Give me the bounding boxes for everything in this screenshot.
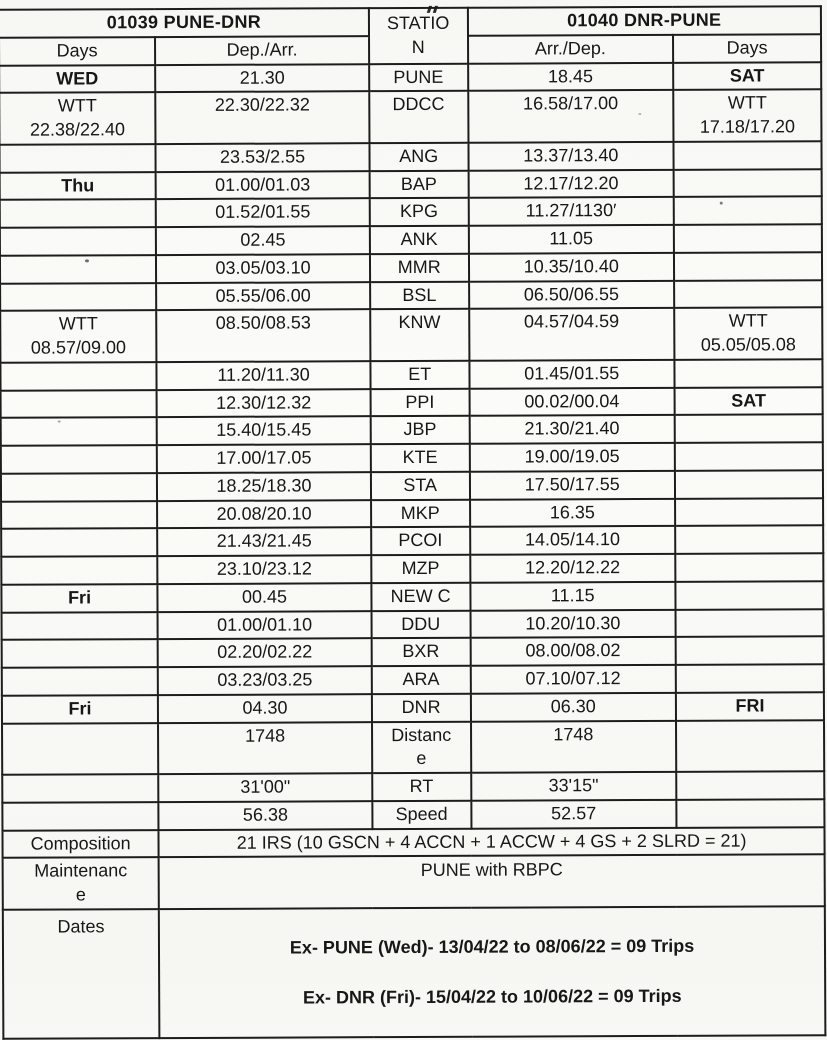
days-left-cell	[1, 417, 157, 445]
dep-arr-cell: 03.23/03.25	[158, 666, 372, 695]
table-header	[0, 6, 821, 65]
composition-row	[2, 827, 824, 858]
days-right-cell	[676, 664, 824, 692]
days-left-cell: Fri	[2, 695, 158, 723]
maintenance-label: Maintenanc e	[3, 857, 159, 909]
timetable-row	[0, 224, 822, 255]
dep-arr-cell: 21.30	[155, 64, 369, 93]
dep-arr-cell: 15.40/15.45	[157, 416, 371, 445]
arr-dep-cell: 06.30	[470, 693, 676, 722]
days-left-cell	[1, 528, 157, 556]
station-cell: Speed	[372, 800, 471, 828]
days-right-cell: SAT	[673, 62, 821, 90]
arr-dep-cell: 17.50/17.55	[469, 471, 675, 500]
arr-dep-cell: 00.02/00.04	[469, 387, 675, 416]
days-right-cell	[676, 636, 824, 664]
arr-dep-cell: 10.20/10.30	[470, 609, 676, 638]
days-right-cell	[675, 442, 823, 470]
arr-dep-cell: 12.17/12.20	[468, 169, 674, 198]
days-right-cell	[675, 498, 823, 526]
days-right-cell	[674, 169, 822, 197]
composition-value: 21 IRS (10 GSCN + 4 ACCN + 1 ACCW + 4 GS + 2 SLRD = 21)	[159, 827, 825, 858]
arr-dep-cell: 14.05/14.10	[470, 526, 676, 555]
days-right-cell	[673, 141, 821, 169]
days-left-cell	[0, 283, 156, 311]
timetable-row	[1, 470, 823, 501]
dep-arr-cell: 23.53/2.55	[156, 143, 370, 172]
arr-dep-cell: 16.58/17.00	[468, 90, 674, 142]
dep-arr-cell: 01.00/01.03	[156, 171, 370, 200]
dep-arr-header: Dep./Arr.	[155, 36, 369, 65]
station-cell: DNR	[372, 693, 471, 721]
days-right-cell	[674, 196, 822, 224]
days-right-cell: WTT 05.05/05.08	[674, 307, 822, 359]
route-header-row	[0, 6, 821, 37]
timetable-body	[0, 62, 824, 831]
arr-dep-header: Arr./Dep.	[468, 35, 674, 64]
days-right-cell	[675, 414, 823, 442]
days-left-cell	[1, 473, 157, 501]
days-right-cell	[675, 470, 823, 498]
days-right-cell	[674, 280, 822, 308]
station-cell: MKP	[371, 499, 470, 527]
days-left-cell: Thu	[0, 172, 156, 200]
station-cell: STA	[371, 472, 470, 500]
dep-arr-cell: 17.00/17.05	[157, 444, 371, 473]
station-cell: MZP	[371, 555, 470, 583]
days-left-cell	[1, 390, 157, 418]
station-cell: ET	[370, 361, 469, 389]
arr-dep-cell: 08.00/08.02	[470, 637, 676, 666]
arr-dep-cell: 04.57/04.59	[469, 308, 675, 360]
station-cell: ANK	[370, 226, 469, 254]
timetable-row	[0, 359, 822, 390]
station-cell: NEW C	[371, 583, 470, 611]
dep-arr-cell: 20.08/20.10	[157, 500, 371, 529]
dep-arr-cell: 18.25/18.30	[157, 472, 371, 501]
days-left-cell	[1, 501, 157, 529]
timetable-row	[2, 771, 824, 802]
arr-dep-cell: 06.50/06.55	[469, 280, 675, 309]
dep-arr-cell: 01.00/01.10	[158, 611, 372, 640]
arr-dep-cell: 12.20/12.22	[470, 554, 676, 583]
composition-label: Composition	[2, 830, 158, 858]
days-left-cell	[2, 774, 158, 802]
dates-label: Dates	[3, 909, 160, 1039]
days-right-cell	[676, 720, 824, 772]
days-left-cell	[2, 723, 158, 775]
timetable-row	[1, 581, 823, 612]
dep-arr-cell: 21.43/21.45	[157, 527, 371, 556]
days-left-cell	[0, 255, 156, 283]
station-cell: ARA	[372, 666, 471, 694]
table-footer	[2, 827, 825, 1039]
dep-arr-cell: 04.30	[158, 694, 372, 723]
days-left-cell: Fri	[1, 584, 157, 612]
timetable-row	[0, 62, 821, 93]
timetable-row	[1, 442, 823, 473]
days-left-cell	[1, 556, 157, 584]
days-right-header: Days	[673, 34, 821, 62]
dates-line-1: Ex- PUNE (Wed)- 13/04/22 to 08/06/22 = 09 Trips	[289, 935, 695, 958]
dep-arr-cell: 1748	[158, 722, 372, 774]
dates-value	[159, 906, 825, 1038]
station-cell: PUNE	[369, 63, 468, 91]
dep-arr-cell: 56.38	[159, 801, 373, 830]
station-cell: RT	[372, 773, 471, 801]
timetable-row	[2, 720, 824, 775]
days-right-cell: WTT 17.18/17.20	[673, 89, 821, 141]
timetable-row	[0, 169, 822, 200]
timetable-row	[2, 636, 824, 667]
days-right-cell	[676, 609, 824, 637]
timetable-row	[2, 692, 824, 723]
dep-arr-cell: 03.05/03.10	[156, 254, 370, 283]
timetable-row	[1, 525, 823, 556]
days-right-cell	[675, 553, 823, 581]
station-cell: PPI	[370, 388, 469, 416]
dep-arr-cell: 08.50/08.53	[156, 309, 370, 361]
days-left-cell	[0, 144, 156, 172]
days-right-cell: FRI	[676, 692, 824, 720]
station-cell: DDCC	[369, 91, 468, 143]
station-cell: JBP	[371, 416, 470, 444]
dep-arr-cell: 23.10/23.12	[157, 555, 371, 584]
days-right-cell	[674, 359, 822, 387]
timetable-row	[1, 553, 823, 584]
maintenance-row	[3, 854, 825, 909]
arr-dep-cell: 52.57	[471, 800, 677, 829]
station-cell: KTE	[371, 444, 470, 472]
days-right-cell: SAT	[675, 387, 823, 415]
days-left-cell	[0, 227, 156, 255]
days-left-cell	[2, 639, 158, 667]
timetable-row	[2, 609, 824, 640]
dep-arr-cell: 02.20/02.22	[158, 638, 372, 667]
dep-arr-cell: 31'00"	[158, 773, 372, 802]
route-right-title: 01040 DNR-PUNE	[467, 6, 821, 35]
station-cell: BSL	[370, 281, 469, 309]
days-left-cell	[0, 362, 156, 390]
timetable-row	[0, 280, 822, 311]
arr-dep-cell: 19.00/19.05	[469, 443, 675, 472]
station-cell: KPG	[370, 198, 469, 226]
days-right-cell	[676, 799, 824, 827]
days-right-cell	[675, 525, 823, 553]
days-right-cell	[676, 771, 824, 799]
arr-dep-cell: 11.15	[470, 582, 676, 611]
timetable-row	[2, 664, 824, 695]
station-column-header: STATIO N	[369, 8, 468, 64]
train-timetable	[0, 5, 826, 1040]
timetable-row	[1, 498, 823, 529]
maintenance-value: PUNE with RBPC	[159, 854, 825, 908]
arr-dep-cell: 1748	[471, 720, 677, 772]
days-left-cell: WTT 22.38/22.40	[0, 92, 156, 144]
station-cell: ANG	[369, 143, 468, 171]
arr-dep-cell: 07.10/07.12	[470, 665, 676, 694]
station-cell: BXR	[372, 638, 471, 666]
dep-arr-cell: 11.20/11.30	[157, 361, 371, 390]
arr-dep-cell: 13.37/13.40	[468, 142, 674, 171]
arr-dep-cell: 11.05	[468, 225, 674, 254]
dep-arr-cell: 22.30/22.32	[155, 91, 369, 143]
dep-arr-cell: 05.55/06.00	[156, 282, 370, 311]
arr-dep-cell: 33'15"	[471, 772, 677, 801]
station-cell: PCOI	[371, 527, 470, 555]
days-left-cell	[2, 612, 158, 640]
timetable-row	[0, 196, 822, 227]
days-right-cell	[674, 224, 822, 252]
days-left-cell: WED	[0, 65, 155, 93]
dep-arr-cell: 01.52/01.55	[156, 198, 370, 227]
arr-dep-cell: 16.35	[470, 498, 676, 527]
station-cell: BAP	[369, 170, 468, 198]
timetable-row	[0, 89, 821, 144]
days-left-cell	[2, 802, 158, 830]
timetable-row	[1, 414, 823, 445]
station-cell: KNW	[370, 309, 469, 361]
timetable-row	[0, 252, 822, 283]
dep-arr-cell: 00.45	[158, 583, 372, 612]
arr-dep-cell: 21.30/21.40	[469, 415, 675, 444]
days-right-cell	[674, 252, 822, 280]
dates-line-2: Ex- DNR (Fri)- 15/04/22 to 10/06/22 = 09 Trips	[302, 986, 682, 1008]
dep-arr-cell: 12.30/12.32	[157, 389, 371, 418]
days-left-cell	[1, 445, 157, 473]
days-left-cell	[2, 667, 158, 695]
arr-dep-cell: 18.45	[468, 62, 674, 91]
timetable-row	[1, 387, 823, 418]
station-cell: DDU	[371, 610, 470, 638]
timetable-row	[0, 141, 822, 172]
timetable-row	[0, 307, 822, 362]
timetable-row	[2, 799, 824, 830]
route-left-title: 01039 PUNE-DNR	[0, 8, 369, 37]
dep-arr-cell: 02.45	[156, 226, 370, 255]
arr-dep-cell: 01.45/01.55	[469, 360, 675, 389]
dates-row	[3, 906, 826, 1039]
days-right-cell	[675, 581, 823, 609]
station-cell: MMR	[370, 254, 469, 282]
arr-dep-cell: 11.27/1130′	[468, 197, 674, 226]
days-left-cell: WTT 08.57/09.00	[0, 310, 156, 362]
station-cell: Distanc e	[372, 721, 471, 773]
days-left-header: Days	[0, 37, 155, 65]
days-left-cell	[0, 199, 156, 227]
arr-dep-cell: 10.35/10.40	[468, 253, 674, 282]
